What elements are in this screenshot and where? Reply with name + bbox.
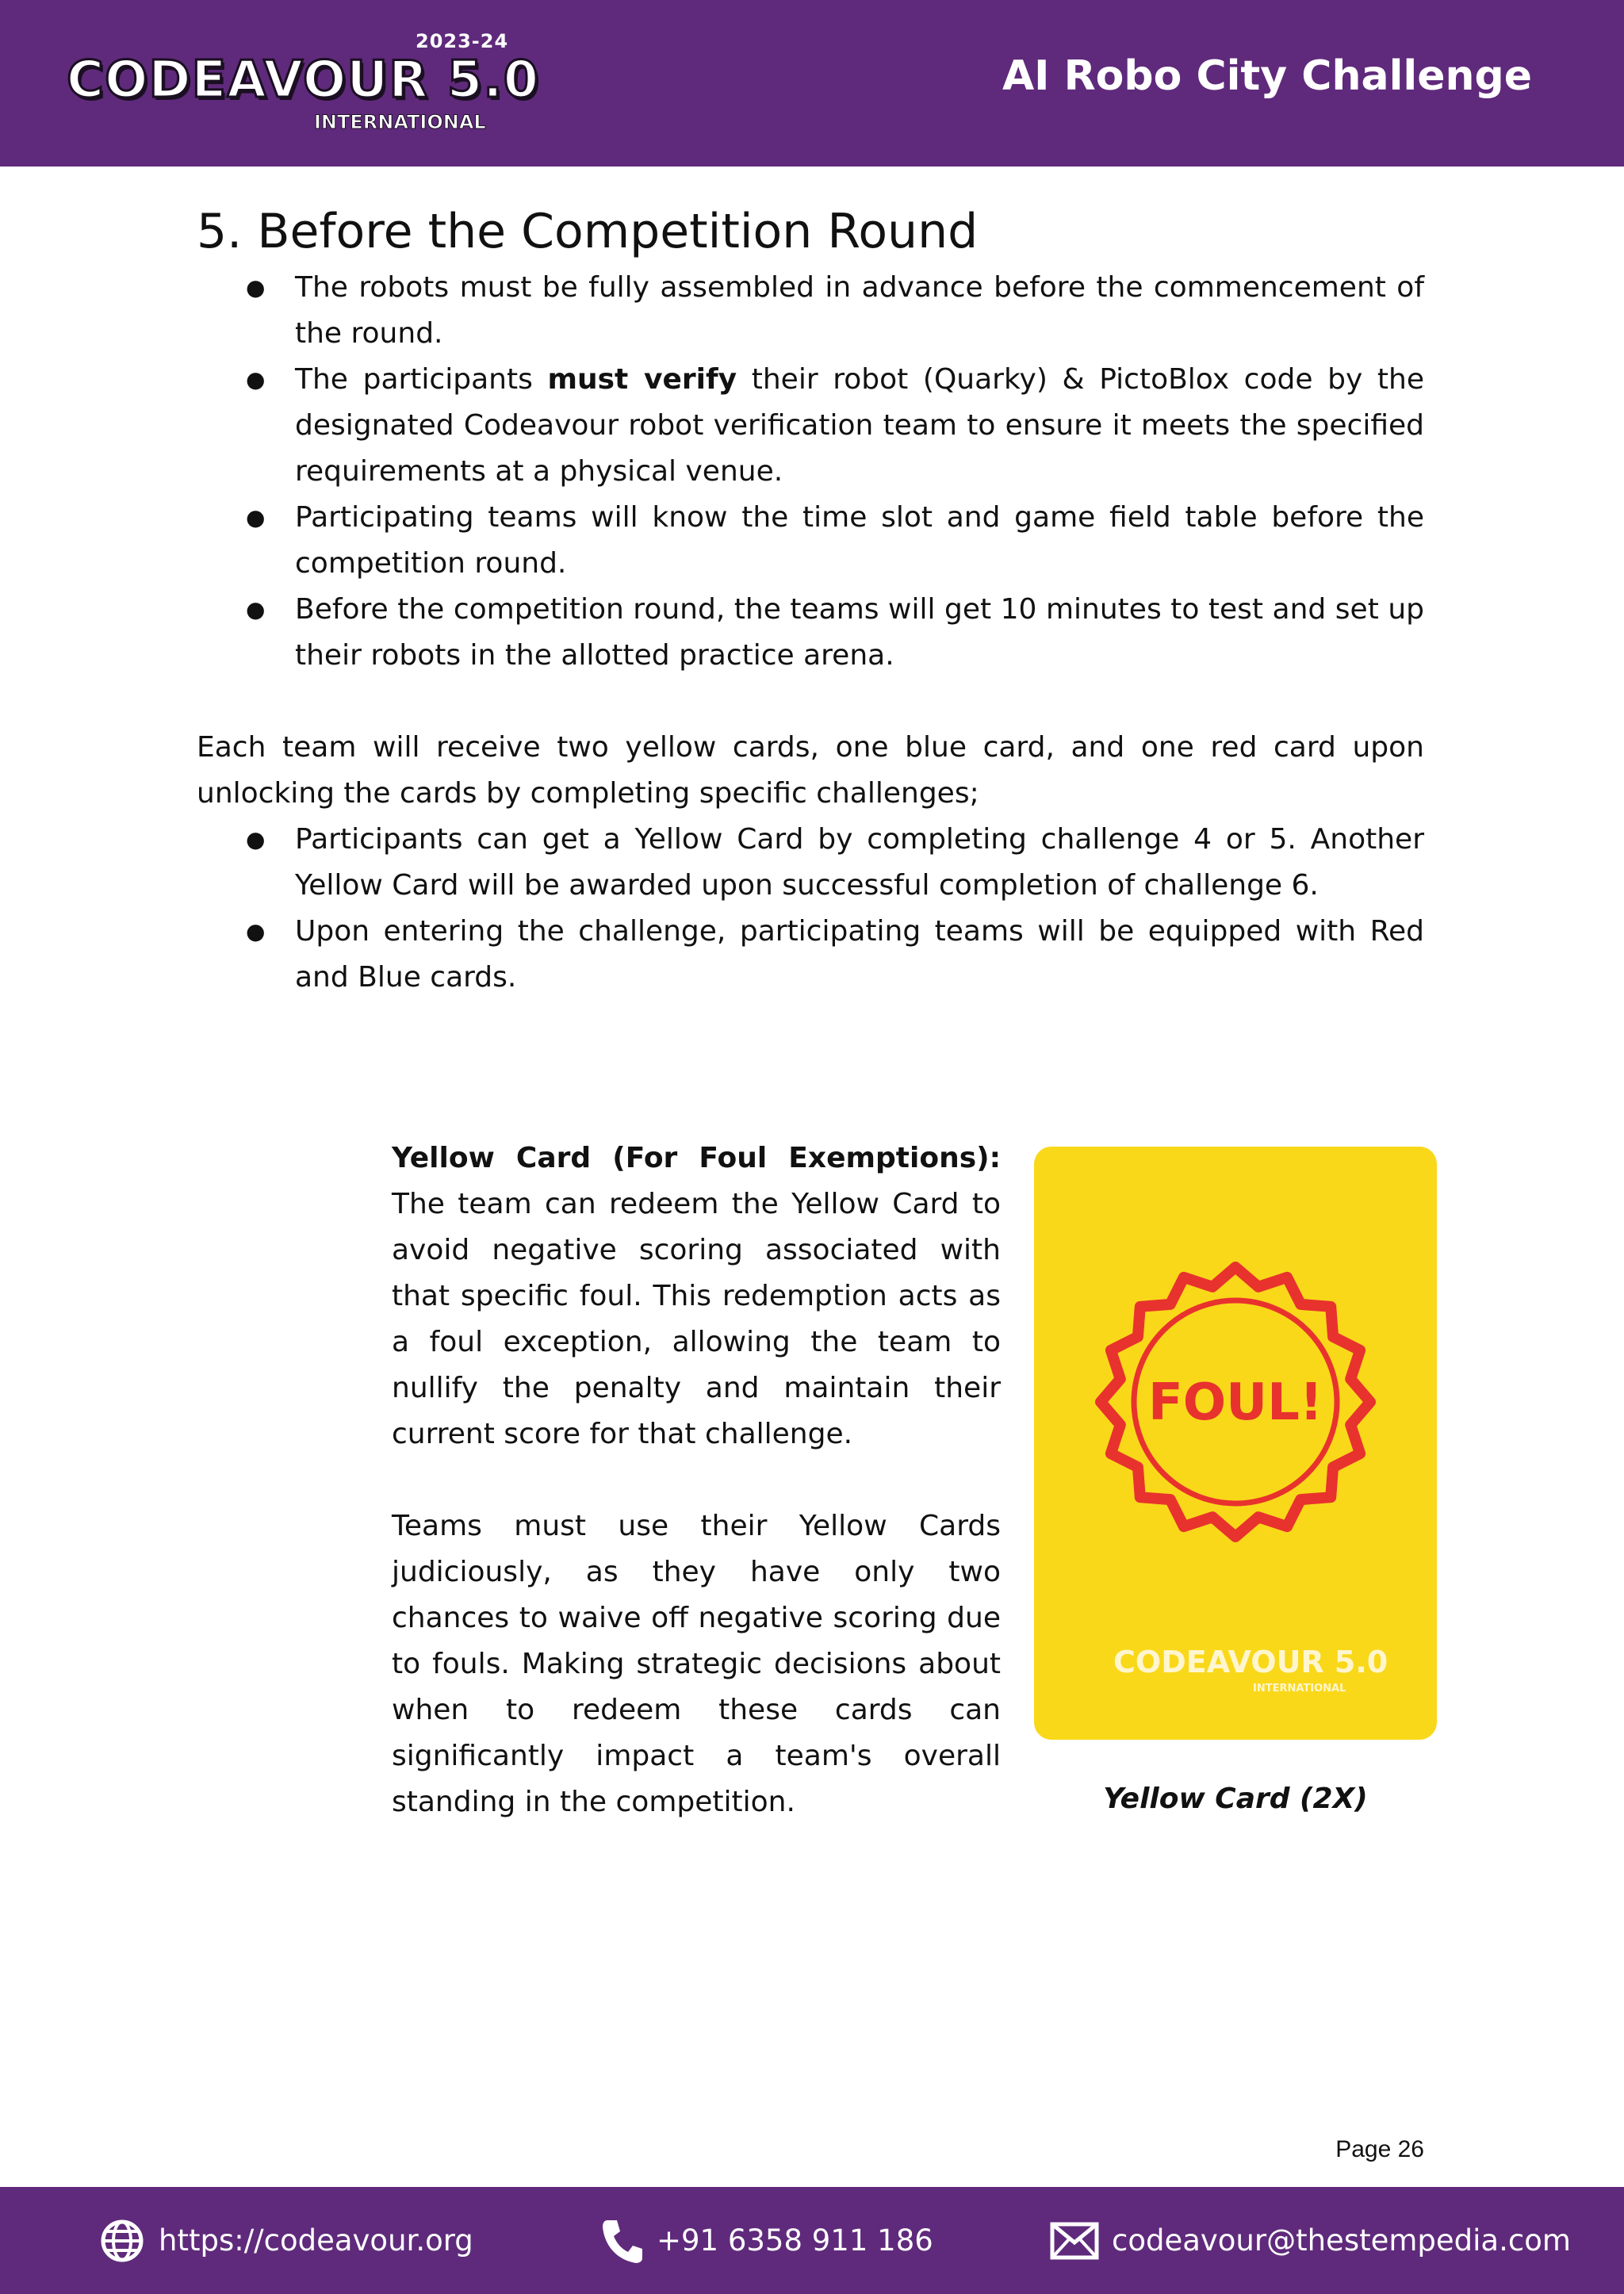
bullet-icon: ● [246,826,266,852]
list-item [197,265,1424,357]
page-footer [0,2187,1624,2294]
cards-list [197,817,1424,1001]
logo-edition: INTERNATIONAL [314,111,486,133]
section-heading: 5. Before the Competition Round [197,204,979,259]
yellow-card-description [392,1136,1001,1825]
yellow-card-advice: Teams must use their Yellow Cards judiciously, as they have only two chances to waive off negative scoring due to fouls. Making strategic decisions about when to redeem these cards can significantly impact a team's overall standing in the competition. [392,1510,1001,1818]
mail-icon [1050,2222,1099,2260]
bullet-icon: ● [246,918,266,944]
footer-phone[interactable] [599,2187,933,2294]
page-header [0,0,1624,167]
phone-number[interactable]: +91 6358 911 186 [657,2223,933,2258]
website-link[interactable]: https://codeavour.org [159,2223,473,2258]
bullet-icon: ● [246,596,266,622]
yellow-card-text: The team can redeem the Yellow Card to avoid negative scoring associated with that specific foul. This redemption acts as a foul exception, allowing the team to nullify the penalty and maintain their current score for that challenge. [392,1188,1001,1450]
card-brand: CODEAVOUR 5.0 [1113,1645,1388,1679]
list-item [197,495,1424,587]
list-item [197,357,1424,495]
header-title: AI Robo City Challenge [1002,52,1532,100]
list-item-text-end: their robot (Quarky) & PictoBlox code by the designated Codeavour robot verification team to ensure it meets the specified requirements at a physical venue. [295,363,1424,488]
yellow-card-image [1034,1147,1437,1740]
bullet-icon: ● [246,366,266,393]
codeavour-logo [67,27,540,146]
list-item [197,817,1424,909]
list-item [197,909,1424,1001]
list-item-text: The robots must be fully assembled in advance before the commencement of the round. [295,271,1424,350]
foul-badge-text: FOUL! [1147,1373,1323,1432]
card-edition: INTERNATIONAL [1253,1683,1346,1695]
email-address[interactable]: codeavour@thestempedia.com [1112,2223,1571,2258]
list-item-text-start: The participants [295,363,548,396]
yellow-card-definition [392,1136,1001,1457]
bullet-icon: ● [246,504,266,530]
yellow-card-label: Yellow Card (For Foul Exemptions): [392,1142,1001,1174]
list-item-text: Upon entering the challenge, participating teams will be equipped with Red and Blue cards. [295,915,1424,994]
phone-icon [599,2217,644,2265]
globe-icon [98,2217,146,2265]
list-item-text: Before the competition round, the teams will get 10 minutes to test and set up their robots in the allotted practice arena. [295,593,1424,672]
list-item-emphasis: must verify [547,363,737,396]
logo-year: 2023-24 [416,30,509,52]
bullet-icon: ● [246,274,266,301]
list-item-text: Participants can get a Yellow Card by completing challenge 4 or 5. Another Yellow Card will be awarded upon successful completion of challenge 6. [295,823,1424,902]
footer-email[interactable] [1050,2187,1571,2294]
footer-website[interactable] [98,2187,473,2294]
cards-paragraph: Each team will receive two yellow cards, one blue card, and one red card upon unlocking the cards by completing specific challenges; [197,731,1424,810]
list-item [197,587,1424,679]
yellow-card-caption: Yellow Card (2X) [1103,1783,1368,1815]
main-content [197,198,1424,1001]
preparation-list [197,265,1424,679]
logo-brand: CODEAVOUR 5.0 [67,51,540,109]
page-number: Page 26 [1335,2136,1424,2162]
list-item-text: Participating teams will know the time slot and game field table before the competition round. [295,501,1424,580]
